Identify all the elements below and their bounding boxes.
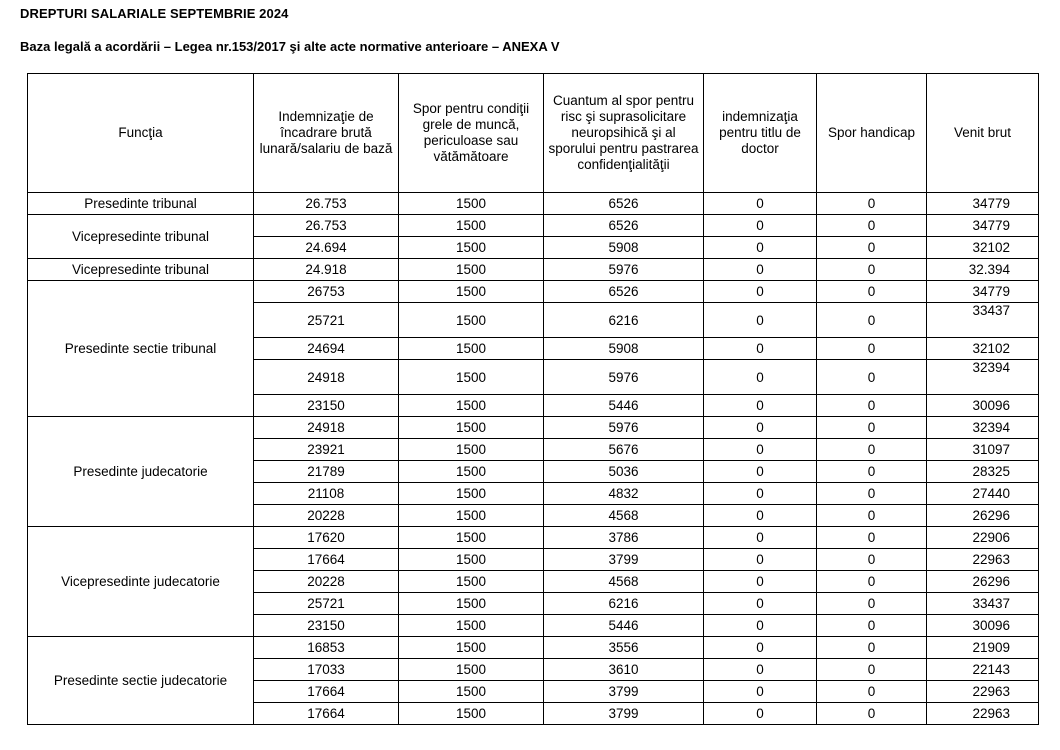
venit-brut-cell: 28325	[927, 461, 1039, 483]
indemnizatie-cell: 17664	[254, 549, 399, 571]
spor-conditii-cell: 1500	[399, 483, 544, 505]
venit-brut-cell: 33437	[927, 303, 1039, 338]
doctor-cell: 0	[704, 483, 817, 505]
table-header-row	[28, 74, 1039, 193]
doctor-cell: 0	[704, 615, 817, 637]
spor-conditii-cell: 1500	[399, 338, 544, 360]
cuantum-spor-cell: 3610	[544, 659, 704, 681]
spor-conditii-cell: 1500	[399, 215, 544, 237]
cuantum-spor-cell: 5908	[544, 338, 704, 360]
spor-conditii-cell: 1500	[399, 360, 544, 395]
handicap-cell: 0	[817, 505, 927, 527]
spor-conditii-cell: 1500	[399, 461, 544, 483]
cuantum-spor-cell: 6526	[544, 215, 704, 237]
table-row	[28, 637, 1039, 659]
handicap-cell: 0	[817, 637, 927, 659]
venit-brut-cell: 22963	[927, 549, 1039, 571]
table-row	[28, 193, 1039, 215]
header-spor-handicap: Spor handicap	[817, 74, 927, 193]
cuantum-spor-cell: 5446	[544, 615, 704, 637]
header-cuantum-spor: Cuantum al spor pentru risc şi suprasolicitare neuropsihică şi al sporului pentru pastrarea confidenţialităţii	[544, 74, 704, 193]
header-functia: Funcţia	[28, 74, 254, 193]
venit-brut-cell: 22963	[927, 703, 1039, 725]
doctor-cell: 0	[704, 527, 817, 549]
doctor-cell: 0	[704, 237, 817, 259]
doctor-cell: 0	[704, 505, 817, 527]
doctor-cell: 0	[704, 549, 817, 571]
venit-brut-cell: 31097	[927, 439, 1039, 461]
venit-brut-cell: 33437	[927, 593, 1039, 615]
table-row	[28, 259, 1039, 281]
handicap-cell: 0	[817, 439, 927, 461]
cuantum-spor-cell: 3556	[544, 637, 704, 659]
functia-cell: Presedinte sectie judecatorie	[28, 637, 254, 725]
doctor-cell: 0	[704, 281, 817, 303]
cuantum-spor-cell: 4832	[544, 483, 704, 505]
indemnizatie-cell: 23150	[254, 615, 399, 637]
indemnizatie-cell: 25721	[254, 593, 399, 615]
cuantum-spor-cell: 3799	[544, 549, 704, 571]
venit-brut-cell: 22906	[927, 527, 1039, 549]
handicap-cell: 0	[817, 549, 927, 571]
doctor-cell: 0	[704, 659, 817, 681]
venit-brut-cell: 32394	[927, 360, 1039, 395]
cuantum-spor-cell: 6526	[544, 281, 704, 303]
spor-conditii-cell: 1500	[399, 593, 544, 615]
venit-brut-cell: 27440	[927, 483, 1039, 505]
spor-conditii-cell: 1500	[399, 303, 544, 338]
venit-brut-cell: 32102	[927, 237, 1039, 259]
doctor-cell: 0	[704, 461, 817, 483]
handicap-cell: 0	[817, 259, 927, 281]
spor-conditii-cell: 1500	[399, 193, 544, 215]
doctor-cell: 0	[704, 360, 817, 395]
indemnizatie-cell: 24.918	[254, 259, 399, 281]
doctor-cell: 0	[704, 259, 817, 281]
handicap-cell: 0	[817, 338, 927, 360]
venit-brut-cell: 26296	[927, 505, 1039, 527]
table-row	[28, 215, 1039, 237]
indemnizatie-cell: 26753	[254, 281, 399, 303]
handicap-cell: 0	[817, 593, 927, 615]
indemnizatie-cell: 21108	[254, 483, 399, 505]
cuantum-spor-cell: 4568	[544, 505, 704, 527]
spor-conditii-cell: 1500	[399, 237, 544, 259]
venit-brut-cell: 32394	[927, 417, 1039, 439]
cuantum-spor-cell: 5976	[544, 259, 704, 281]
cuantum-spor-cell: 3799	[544, 681, 704, 703]
functia-cell: Presedinte tribunal	[28, 193, 254, 215]
cuantum-spor-cell: 5908	[544, 237, 704, 259]
indemnizatie-cell: 26.753	[254, 215, 399, 237]
spor-conditii-cell: 1500	[399, 439, 544, 461]
indemnizatie-cell: 26.753	[254, 193, 399, 215]
venit-brut-cell: 34779	[927, 193, 1039, 215]
spor-conditii-cell: 1500	[399, 505, 544, 527]
doctor-cell: 0	[704, 703, 817, 725]
doctor-cell: 0	[704, 571, 817, 593]
indemnizatie-cell: 25721	[254, 303, 399, 338]
indemnizatie-cell: 20228	[254, 505, 399, 527]
venit-brut-cell: 30096	[927, 395, 1039, 417]
handicap-cell: 0	[817, 395, 927, 417]
document-subtitle: Baza legală a acordării – Legea nr.153/2017 şi alte acte normative anterioare – ANEXA V	[20, 39, 560, 54]
doctor-cell: 0	[704, 681, 817, 703]
functia-cell: Presedinte judecatorie	[28, 417, 254, 527]
handicap-cell: 0	[817, 527, 927, 549]
doctor-cell: 0	[704, 637, 817, 659]
venit-brut-cell: 34779	[927, 215, 1039, 237]
cuantum-spor-cell: 5446	[544, 395, 704, 417]
indemnizatie-cell: 23921	[254, 439, 399, 461]
handicap-cell: 0	[817, 703, 927, 725]
cuantum-spor-cell: 4568	[544, 571, 704, 593]
handicap-cell: 0	[817, 571, 927, 593]
functia-cell: Presedinte sectie tribunal	[28, 281, 254, 417]
table-row	[28, 281, 1039, 303]
header-indemnizatie: Indemnizaţie de încadrare brută lunară/salariu de bază	[254, 74, 399, 193]
indemnizatie-cell: 20228	[254, 571, 399, 593]
indemnizatie-cell: 21789	[254, 461, 399, 483]
functia-cell: Vicepresedinte tribunal	[28, 215, 254, 259]
cuantum-spor-cell: 6216	[544, 593, 704, 615]
doctor-cell: 0	[704, 439, 817, 461]
handicap-cell: 0	[817, 483, 927, 505]
spor-conditii-cell: 1500	[399, 637, 544, 659]
venit-brut-cell: 32102	[927, 338, 1039, 360]
cuantum-spor-cell: 5036	[544, 461, 704, 483]
doctor-cell: 0	[704, 215, 817, 237]
table-row	[28, 417, 1039, 439]
cuantum-spor-cell: 5976	[544, 360, 704, 395]
doctor-cell: 0	[704, 395, 817, 417]
handicap-cell: 0	[817, 659, 927, 681]
venit-brut-cell: 32.394	[927, 259, 1039, 281]
cuantum-spor-cell: 6216	[544, 303, 704, 338]
spor-conditii-cell: 1500	[399, 703, 544, 725]
doctor-cell: 0	[704, 417, 817, 439]
document-title: DREPTURI SALARIALE SEPTEMBRIE 2024	[20, 6, 289, 21]
venit-brut-cell: 34779	[927, 281, 1039, 303]
doctor-cell: 0	[704, 338, 817, 360]
indemnizatie-cell: 24694	[254, 338, 399, 360]
handicap-cell: 0	[817, 215, 927, 237]
handicap-cell: 0	[817, 681, 927, 703]
handicap-cell: 0	[817, 461, 927, 483]
venit-brut-cell: 30096	[927, 615, 1039, 637]
venit-brut-cell: 21909	[927, 637, 1039, 659]
cuantum-spor-cell: 3799	[544, 703, 704, 725]
indemnizatie-cell: 17664	[254, 703, 399, 725]
spor-conditii-cell: 1500	[399, 395, 544, 417]
handicap-cell: 0	[817, 237, 927, 259]
spor-conditii-cell: 1500	[399, 281, 544, 303]
cuantum-spor-cell: 5676	[544, 439, 704, 461]
cuantum-spor-cell: 5976	[544, 417, 704, 439]
header-venit-brut: Venit brut	[927, 74, 1039, 193]
spor-conditii-cell: 1500	[399, 417, 544, 439]
handicap-cell: 0	[817, 281, 927, 303]
indemnizatie-cell: 16853	[254, 637, 399, 659]
functia-cell: Vicepresedinte judecatorie	[28, 527, 254, 637]
indemnizatie-cell: 23150	[254, 395, 399, 417]
header-spor-conditii: Spor pentru condiţii grele de muncă, periculoase sau vătămătoare	[399, 74, 544, 193]
venit-brut-cell: 26296	[927, 571, 1039, 593]
spor-conditii-cell: 1500	[399, 659, 544, 681]
doctor-cell: 0	[704, 593, 817, 615]
header-indemnizatie-doctor: indemnizaţia pentru titlu de doctor	[704, 74, 817, 193]
indemnizatie-cell: 17033	[254, 659, 399, 681]
spor-conditii-cell: 1500	[399, 527, 544, 549]
handicap-cell: 0	[817, 417, 927, 439]
indemnizatie-cell: 24918	[254, 417, 399, 439]
table-body	[28, 193, 1039, 725]
venit-brut-cell: 22963	[927, 681, 1039, 703]
cuantum-spor-cell: 6526	[544, 193, 704, 215]
spor-conditii-cell: 1500	[399, 615, 544, 637]
spor-conditii-cell: 1500	[399, 259, 544, 281]
handicap-cell: 0	[817, 615, 927, 637]
doctor-cell: 0	[704, 303, 817, 338]
spor-conditii-cell: 1500	[399, 681, 544, 703]
spor-conditii-cell: 1500	[399, 571, 544, 593]
indemnizatie-cell: 24918	[254, 360, 399, 395]
handicap-cell: 0	[817, 360, 927, 395]
spor-conditii-cell: 1500	[399, 549, 544, 571]
cuantum-spor-cell: 3786	[544, 527, 704, 549]
indemnizatie-cell: 17664	[254, 681, 399, 703]
salary-table	[27, 73, 1039, 725]
table-row	[28, 527, 1039, 549]
doctor-cell: 0	[704, 193, 817, 215]
indemnizatie-cell: 24.694	[254, 237, 399, 259]
handicap-cell: 0	[817, 193, 927, 215]
handicap-cell: 0	[817, 303, 927, 338]
functia-cell: Vicepresedinte tribunal	[28, 259, 254, 281]
indemnizatie-cell: 17620	[254, 527, 399, 549]
venit-brut-cell: 22143	[927, 659, 1039, 681]
